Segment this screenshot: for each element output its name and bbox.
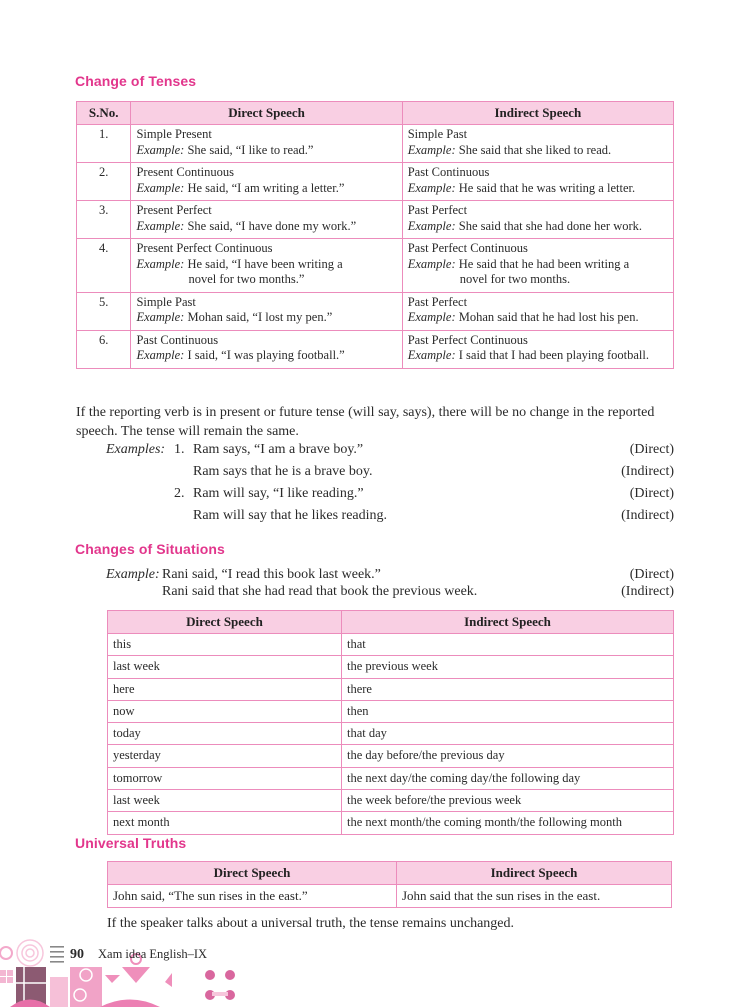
example-text: She said that she had done her work. [458, 218, 643, 233]
example-row [76, 486, 674, 508]
situation-example-indirect [76, 584, 674, 606]
example-text: Mohan said, “I lost my pen.” [187, 310, 333, 324]
example-text: I said that I had been playing football. [458, 348, 649, 362]
example-line [136, 310, 396, 326]
tenses-table [76, 101, 674, 369]
example-number: 2. [174, 486, 185, 501]
header-indirect-speech: Indirect Speech [342, 611, 674, 634]
example-text: Ram will say that he likes reading. [193, 508, 388, 523]
table-row [108, 634, 674, 656]
indirect-cell: the next month/the coming month/the following month [342, 812, 674, 834]
table-row [77, 201, 674, 239]
table-row [77, 163, 674, 201]
example-tag: (Direct) [629, 442, 674, 457]
direct-cell: yesterday [108, 745, 342, 767]
tense-name: Past Perfect Continuous [407, 332, 528, 347]
direct-cell: here [108, 678, 342, 700]
universal-truths-table [107, 861, 672, 908]
example-text: Ram will say, “I like reading.” [193, 486, 364, 501]
tense-name: Present Perfect Continuous [136, 241, 273, 255]
example-continuation: novel for two months. [459, 272, 571, 286]
direct-speech-cell [131, 125, 402, 163]
situations-table [107, 610, 674, 835]
indirect-cell: the next day/the coming day/the following day [342, 767, 674, 789]
deco-square [7, 977, 13, 983]
example-text: He said that he was writing a letter. [458, 180, 636, 195]
table-header-row [108, 611, 674, 634]
reporting-verb-note: If the reporting verb is in present or future tense (will say, says), there will be no change in the reported speech. The tense will remain the same. [76, 405, 655, 439]
header-direct-speech: Direct Speech [131, 102, 402, 125]
page-number: 90 [70, 947, 84, 962]
deco-dot [225, 970, 235, 980]
table-row [108, 812, 674, 834]
example-text: Ram says that he is a brave boy. [193, 464, 373, 479]
example-label: Example: [136, 180, 185, 195]
tense-name: Past Perfect [407, 203, 468, 217]
indirect-speech-cell [402, 201, 673, 239]
example-text: Rani said that she had read that book the previous week. [162, 584, 478, 599]
serial-number: 5. [77, 292, 131, 330]
example-row [76, 508, 674, 530]
deco-triangle [105, 975, 120, 983]
example-number: 1. [174, 442, 185, 457]
deco-arc [100, 1000, 160, 1007]
example-text: She said that she liked to read. [458, 142, 612, 157]
table-row [77, 330, 674, 368]
direct-cell: now [108, 700, 342, 722]
example-label: Example: [407, 310, 456, 324]
example-tag: (Indirect) [621, 464, 674, 479]
example-line [408, 348, 668, 364]
example-label: Example: [136, 218, 185, 233]
example-label: Example: [407, 256, 456, 271]
section-heading-changes-of-situations: Changes of Situations [75, 541, 225, 557]
section-heading-change-of-tenses: Change of Tenses [75, 73, 197, 89]
direct-speech-cell [131, 239, 402, 293]
deco-block [50, 977, 68, 1007]
tense-name: Past Continuous [136, 332, 219, 347]
deco-square [7, 970, 13, 976]
tense-name: Past Continuous [407, 165, 490, 179]
indirect-cell: that day [342, 723, 674, 745]
example-continuation: novel for two months.” [188, 272, 305, 286]
example-row [76, 464, 674, 486]
serial-number: 3. [77, 201, 131, 239]
example-text: He said, “I am writing a letter.” [187, 180, 345, 195]
table-row [108, 790, 674, 812]
section-heading-universal-truths: Universal Truths [75, 835, 187, 851]
header-indirect-speech: Indirect Speech [402, 102, 673, 125]
indirect-speech-cell [402, 239, 673, 293]
example-label: Example: [136, 142, 185, 157]
example-text: She said, “I have done my work.” [187, 218, 357, 233]
example-line [408, 143, 668, 159]
example-line [136, 219, 396, 235]
example-label: Example: [407, 218, 456, 233]
example-line [136, 181, 396, 197]
example-text: She said, “I like to read.” [187, 142, 314, 157]
indirect-cell: there [342, 678, 674, 700]
deco-square [0, 970, 6, 976]
indirect-cell: the day before/the previous day [342, 745, 674, 767]
menu-lines-icon [50, 946, 64, 963]
deco-triangle [165, 973, 172, 987]
serial-number: 6. [77, 330, 131, 368]
example-label: Example: [407, 348, 456, 362]
table-row [77, 125, 674, 163]
deco-triangle [122, 967, 150, 983]
serial-number: 1. [77, 125, 131, 163]
tense-name: Past Perfect [407, 294, 468, 309]
example-line [136, 257, 396, 273]
direct-speech-cell [131, 163, 402, 201]
example-line [408, 257, 668, 273]
example-text: I said, “I was playing football.” [187, 348, 345, 362]
tense-name: Simple Past [407, 127, 468, 141]
deco-circle [17, 940, 43, 966]
indirect-cell: then [342, 700, 674, 722]
example-text: He said that he had been writing a [458, 256, 630, 271]
indirect-speech-cell [402, 292, 673, 330]
direct-speech-cell [131, 201, 402, 239]
table-row [77, 239, 674, 293]
example-tag: (Direct) [629, 567, 674, 582]
example-text: Ram says, “I am a brave boy.” [193, 442, 364, 457]
table-row [77, 292, 674, 330]
table-row [108, 723, 674, 745]
table-row [108, 745, 674, 767]
deco-dot [205, 970, 215, 980]
indirect-speech-cell [402, 163, 673, 201]
table-row [108, 656, 674, 678]
direct-cell: next month [108, 812, 342, 834]
table-row [108, 885, 672, 908]
header-indirect-speech: Indirect Speech [397, 862, 672, 885]
direct-cell: this [108, 634, 342, 656]
indirect-cell: the previous week [342, 656, 674, 678]
universal-truth-note: If the speaker talks about a universal truth, the tense remains unchanged. [107, 916, 515, 931]
example-line [408, 310, 668, 326]
example-line [136, 143, 396, 159]
example-label: Example: [136, 256, 185, 271]
example-tag: (Direct) [629, 486, 674, 501]
direct-cell: last week [108, 656, 342, 678]
table-header-row [77, 102, 674, 125]
example-label: Example: [106, 567, 160, 582]
examples-label: Examples: [106, 442, 166, 457]
deco-circle [26, 949, 34, 957]
tense-name: Simple Present [136, 127, 212, 141]
indirect-speech-cell [402, 125, 673, 163]
indirect-speech-cell [402, 330, 673, 368]
tense-name: Present Continuous [136, 165, 235, 179]
deco-circle [0, 947, 12, 959]
example-label: Example: [407, 142, 456, 157]
deco-block [70, 967, 102, 1007]
direct-cell: tomorrow [108, 767, 342, 789]
direct-speech-cell [131, 292, 402, 330]
example-text: He said, “I have been writing a [187, 256, 343, 271]
example-tag: (Indirect) [621, 508, 674, 523]
direct-speech-cell [131, 330, 402, 368]
example-line [408, 219, 668, 235]
tense-name: Past Perfect Continuous [407, 241, 528, 255]
example-label: Example: [407, 180, 456, 195]
example-label: Example: [136, 310, 185, 324]
example-text: Mohan said that he had lost his pen. [458, 310, 639, 324]
header-direct-speech: Direct Speech [108, 611, 342, 634]
book-title: Xam idea English–IX [98, 947, 208, 961]
header-direct-speech: Direct Speech [108, 862, 397, 885]
example-row [76, 442, 674, 464]
table-header-row [108, 862, 672, 885]
direct-cell: last week [108, 790, 342, 812]
example-text: Rani said, “I read this book last week.” [162, 567, 381, 582]
serial-number: 2. [77, 163, 131, 201]
example-label: Example: [136, 348, 185, 362]
example-tag: (Indirect) [621, 584, 674, 599]
indirect-cell: John said that the sun rises in the east. [397, 885, 672, 908]
example-line [136, 348, 396, 364]
header-sno: S.No. [77, 102, 131, 125]
example-line [408, 181, 668, 197]
table-row [108, 767, 674, 789]
deco-square [0, 977, 6, 983]
serial-number: 4. [77, 239, 131, 293]
indirect-cell: that [342, 634, 674, 656]
table-row [108, 700, 674, 722]
direct-cell: today [108, 723, 342, 745]
indirect-cell: the week before/the previous week [342, 790, 674, 812]
deco-circle [22, 945, 38, 961]
tense-name: Present Perfect [136, 203, 212, 217]
table-row [108, 678, 674, 700]
direct-cell: John said, “The sun rises in the east.” [108, 885, 397, 908]
tense-name: Simple Past [136, 294, 196, 309]
